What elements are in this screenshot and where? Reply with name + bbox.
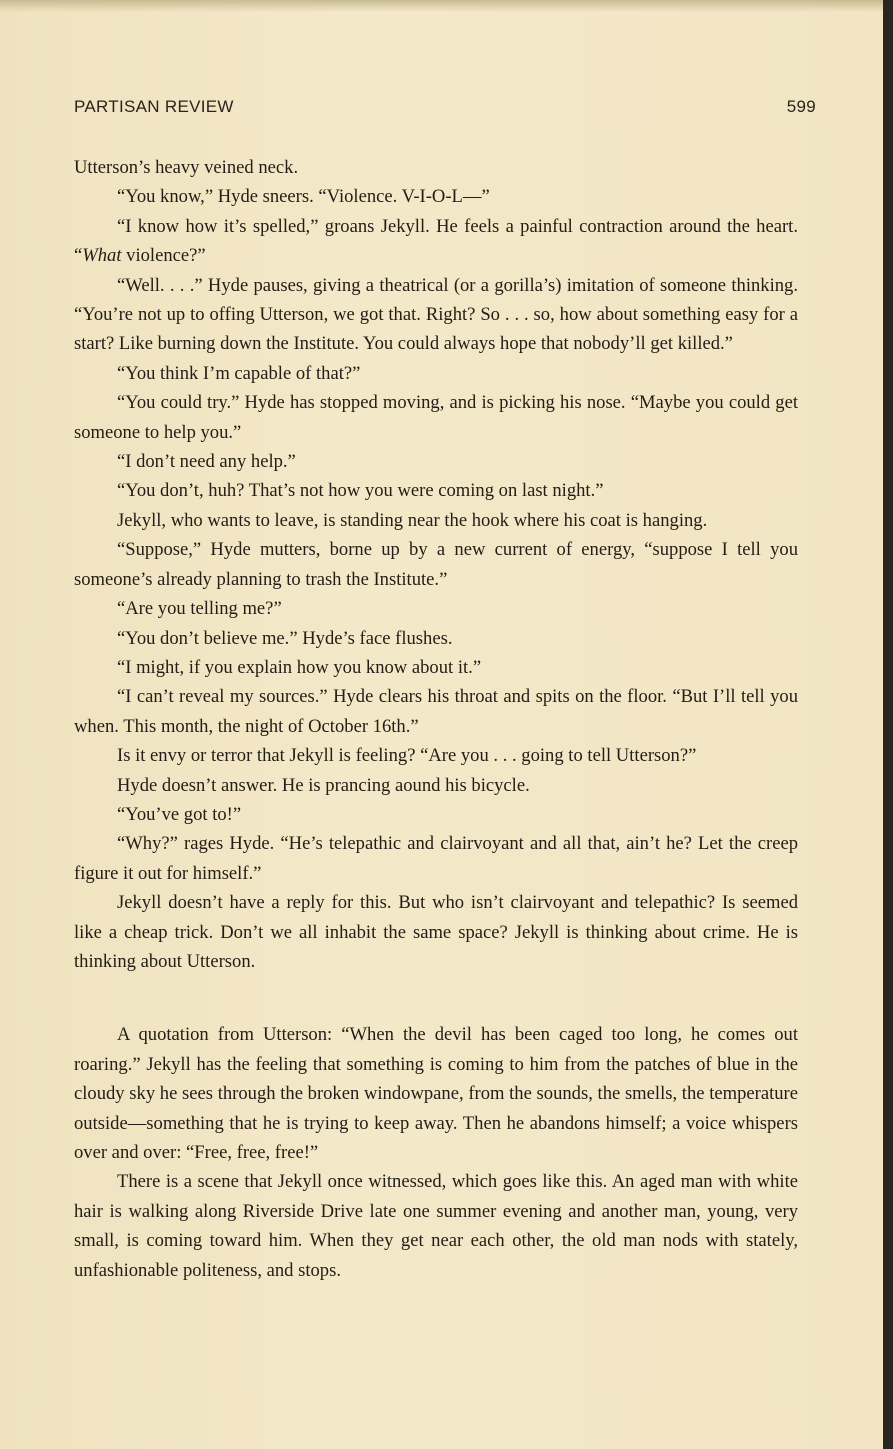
page-top-shadow xyxy=(0,0,893,12)
paragraph-2-emphasis: What xyxy=(82,245,122,267)
paragraph-18: Jekyll doesn’t have a reply for this. But who isn’t clairvoyant and telepathic? Is seemed like a cheap trick. Don’t we all inhabit the same space? Jekyll is thinking about crime. He is thinking about Utterson. xyxy=(74,892,798,972)
paragraph-14: Is it envy or terror that Jekyll is feeling? “Are you . . . going to tell Utterson?” xyxy=(117,745,697,767)
paragraph-11: “You don’t believe me.” Hyde’s face flushes. xyxy=(117,627,453,649)
running-head xyxy=(74,97,816,123)
page-number: 599 xyxy=(786,97,816,116)
paragraph-7: “You don’t, huh? That’s not how you were coming on last night.” xyxy=(117,480,604,502)
paragraph-15: Hyde doesn’t answer. He is prancing aound his bicycle. xyxy=(117,774,530,796)
paragraph-10: “Are you telling me?” xyxy=(117,598,282,620)
paragraph-1: “You know,” Hyde sneers. “Violence. V-I-O-L—” xyxy=(117,186,490,208)
paragraph-0: Utterson’s heavy veined neck. xyxy=(74,157,299,178)
paragraph-2-part-a: “I know how it’s spelled,” groans Jekyll. He feels a painful contraction around the heart. “ xyxy=(74,215,798,267)
paragraph-17: “Why?” rages Hyde. “He’s telepathic and clairvoyant and all that, ain’t he? Let the creep figure it out for himself.” xyxy=(74,833,798,884)
paragraph-8: Jekyll, who wants to leave, is standing near the hook where his coat is hanging. xyxy=(117,509,708,531)
paragraph-2-part-b: violence?” xyxy=(121,245,206,267)
paragraph-6: “I don’t need any help.” xyxy=(117,451,296,473)
paragraph-12: “I might, if you explain how you know about it.” xyxy=(117,656,482,678)
paragraph-9: “Suppose,” Hyde mutters, borne up by a new current of energy, “suppose I tell you someone’s already planning to trash the Institute.” xyxy=(74,539,798,590)
paragraph-20: There is a scene that Jekyll once witnessed, which goes like this. An aged man with white hair is walking along Riverside Drive late one summer evening and another man, young, very small, is coming toward him. When they get near each other, the old man nods with stately, unfashionable politeness, and stops. xyxy=(74,1171,798,1281)
paragraph-13: “I can’t reveal my sources.” Hyde clears his throat and spits on the floor. “But I’ll tell you when. This month, the night of October 16th.” xyxy=(74,686,798,737)
paragraph-4: “You think I’m capable of that?” xyxy=(117,362,361,384)
paragraph-3: “Well. . . .” Hyde pauses, giving a theatrical (or a gorilla’s) imitation of someone thinking. “You’re not up to offing Utterson, we got that. Right? So . . . so, how about something easy for a start? Like burning down the Institute. You could always hope that nobody’ll get killed.” xyxy=(74,274,798,355)
paragraph-19: A quotation from Utterson: “When the devil has been caged too long, he comes out roaring.” Jekyll has the feeling that something is coming to him from the patches of blue in the cloudy sky he sees through the broken windowpane, from the sounds, the smells, the temperature outside—something that he is trying to keep away. Then he abandons himself; a voice whispers over and over: “Free, free, free!” xyxy=(74,1024,798,1163)
body-text xyxy=(74,153,798,1285)
paragraph-16: “You’ve got to!” xyxy=(117,803,242,825)
page-right-edge xyxy=(883,0,893,1449)
paragraph-5: “You could try.” Hyde has stopped moving, and is picking his nose. “Maybe you could get someone to help you.” xyxy=(74,392,798,443)
journal-title: PARTISAN REVIEW xyxy=(74,97,234,116)
paragraph-2 xyxy=(74,212,798,271)
